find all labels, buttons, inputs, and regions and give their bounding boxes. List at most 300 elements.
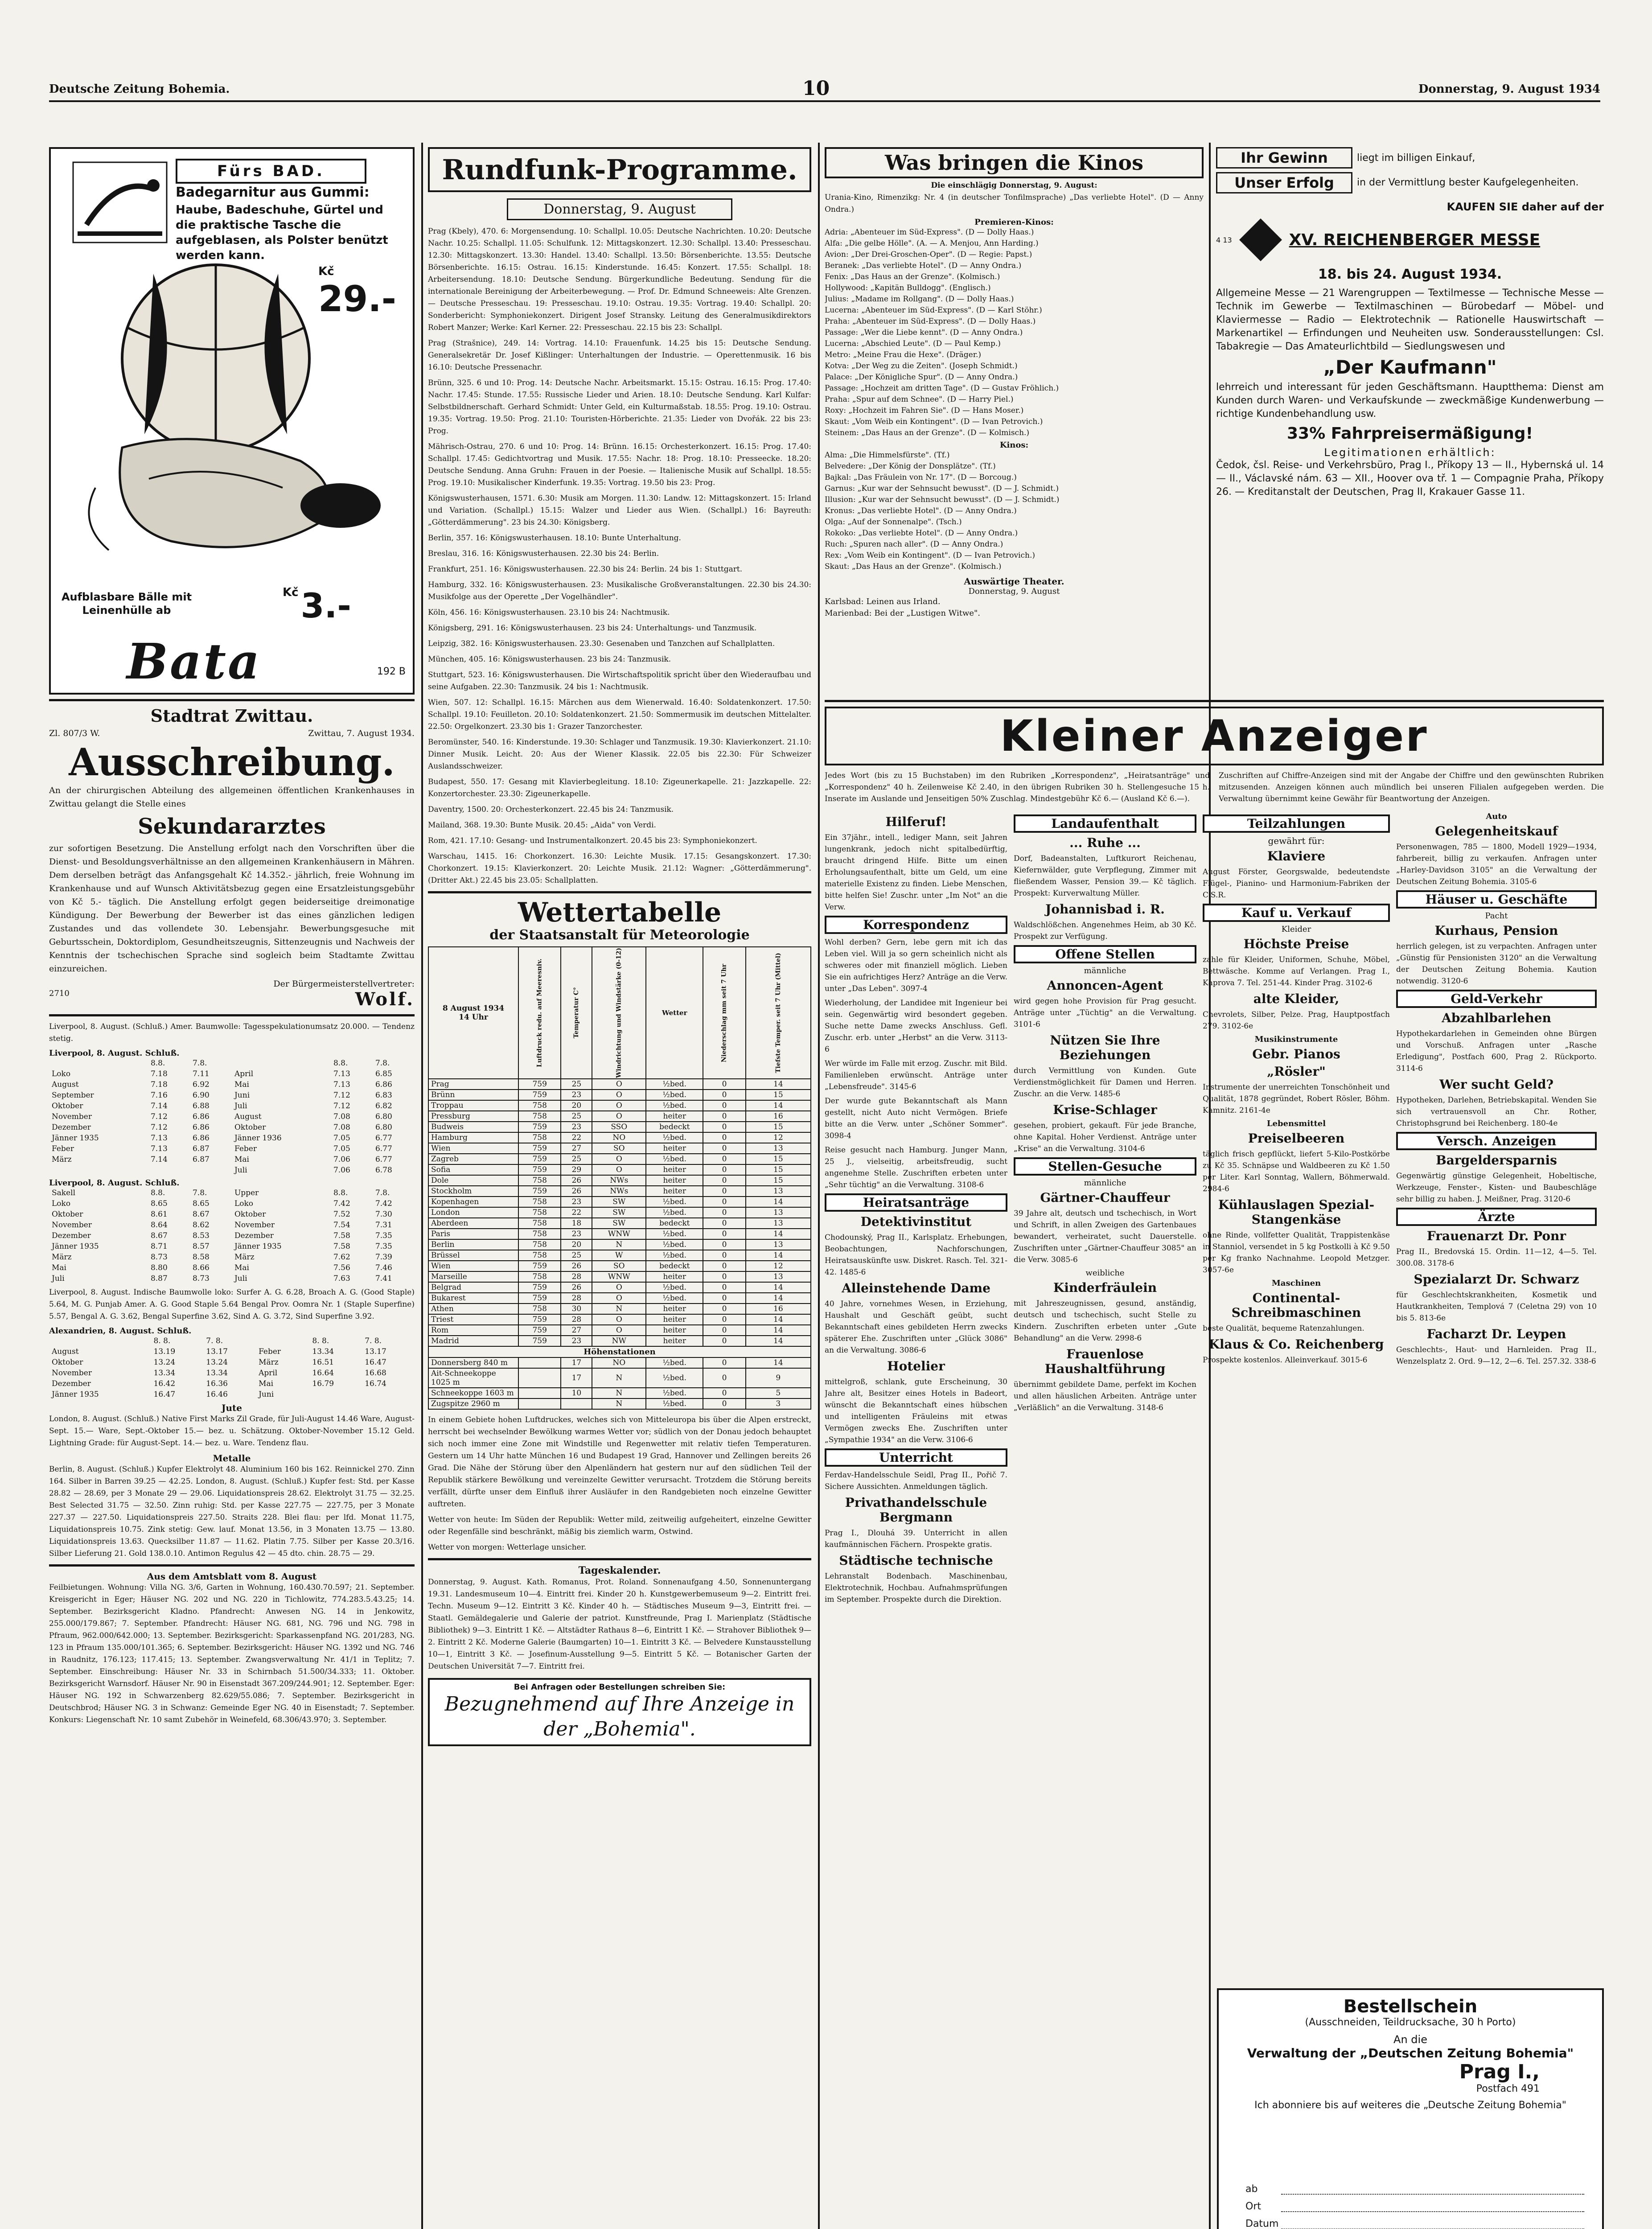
stadtrat-ref-line	[49, 728, 415, 738]
kinder-text: mit Jahreszeugnissen, gesund, anständig, deutsch und tschechisch, sucht Stelle zu Kindern. Zuschriften erbeten unter „Gute Behandlung" an die Verw. 2998-6	[1014, 1299, 1196, 1343]
weather-cell: 10	[561, 1388, 592, 1398]
weather-cell	[518, 1357, 561, 1368]
weather-cell: NWs	[592, 1186, 646, 1197]
kino-item: Ruch: „Spuren nach aller". (D — Anny Ondra.)	[825, 540, 1003, 549]
table-cell: 7.18	[150, 1080, 168, 1089]
hohen-heading: Höhenstationen	[428, 1346, 811, 1357]
price-currency-2: Kč	[283, 586, 299, 599]
weather-cell: heiter	[646, 1325, 703, 1336]
table-cell: 7.42	[375, 1199, 392, 1208]
weather-cell: O	[592, 1164, 646, 1175]
divider	[49, 1564, 415, 1567]
legit-body: Čedok, čsl. Reise- und Verkehrsbüro, Prag I., Příkopy 13 — II., Hybernská ul. 14 — II., Václavské nám. 63 — XII., Hoover ova tř. 1 — Compagnie Praha, Příkopy 26. — Kreditanstalt der Deutschen, Prag II, Krakauer Gasse 11.	[1216, 460, 1604, 498]
alte-text: Chevrolets, Silber, Pelze. Prag, Hauptpostfach 279. 3102-6e	[1203, 1010, 1390, 1031]
col-head: 8. 8.	[312, 1337, 329, 1345]
table-cell: März	[259, 1358, 279, 1367]
kino-title-box	[825, 147, 1204, 178]
weather-cell: 759	[518, 1282, 561, 1293]
weather-cell: 0	[703, 1388, 745, 1398]
stellen-rubric: Stellen-Gesuche	[1014, 1157, 1196, 1176]
divider	[49, 699, 415, 701]
table-row	[49, 1357, 415, 1368]
korr-list	[825, 937, 1007, 1191]
weather-cell: 20	[561, 1100, 592, 1111]
weather-cell: 0	[703, 1207, 745, 1218]
table-cell: 8.65	[150, 1199, 168, 1208]
table-row	[49, 1069, 415, 1079]
weather-cell: ½bed.	[646, 1079, 703, 1090]
musik-label: Musikinstrumente	[1254, 1035, 1338, 1044]
table-cell: 8.67	[192, 1210, 210, 1219]
weather-cell: Schneekoppe 1603 m	[428, 1388, 518, 1398]
weather-cell: 23	[561, 1229, 592, 1239]
verwaltung: Verwaltung der „Deutschen Zeitung Bohemia"	[1247, 2046, 1574, 2060]
weather-cell: 26	[561, 1175, 592, 1186]
facharzt-heading: Facharzt Dr. Leypen	[1426, 1327, 1566, 1341]
header-date: Donnerstag, 9. August 1934	[1418, 82, 1600, 96]
weather-cell: 14	[746, 1100, 811, 1111]
weather-cell: Wien	[428, 1261, 518, 1271]
korrespondenz-rubric: Korrespondenz	[825, 916, 1007, 934]
kleiner-rates	[825, 770, 1604, 807]
table-cell: 6.80	[375, 1123, 392, 1132]
weather-cell: Berlin	[428, 1239, 518, 1250]
table-cell: 8.67	[150, 1231, 168, 1240]
theater-heading: Auswärtige Theater.	[964, 576, 1064, 587]
table-cell: November	[52, 1369, 92, 1378]
field-ab-line[interactable]	[1281, 2184, 1584, 2195]
weather-cell: N	[592, 1398, 646, 1409]
liverpool-a: Liverpool, 8. August. (Schluß.) Amer. Baumwolle: Tagesspekulationumsatz 20.000. — Tendenz stetig.	[49, 1022, 415, 1043]
weather-cell: ½bed.	[646, 1100, 703, 1111]
pacht-label: Pacht	[1485, 911, 1508, 921]
kino-more-heading: Kinos:	[999, 440, 1029, 450]
weather-cell: 15	[746, 1122, 811, 1132]
table-row	[49, 1389, 415, 1400]
wagen-heading: Gelegenheitskauf	[1435, 824, 1558, 839]
weather-cell: 0	[703, 1293, 745, 1304]
stadtrat-intro: An der chirurgischen Abteilung des allgemeinen öffentlichen Krankenhauses in Zwittau gelangt die Stelle eines	[49, 785, 415, 809]
jute-report: London, 8. August. (Schluß.) Native First Marks Zil Grade, für Juli-August 14.46 Ware, August-Sept. 15.— Ware, Sept.-Oktober 15.— bez. u. Schätzung. Oktober-November 15.12 Geld. Lightning Grade: für August-Sept. 14.— bez. u. Ware. Tendenz flau.	[49, 1415, 415, 1448]
preisel-text: täglich frisch gepflückt, liefert 5-Kilo-Postkörbe zu Kč 35. Schnäpse und Waldbeeren zu Kč 1.50 per Liter. Karl Sonntag, Wallern, Böhmerwald. 2984-6	[1203, 1150, 1390, 1193]
weather-cell: London	[428, 1207, 518, 1218]
table-cell: 6.92	[192, 1080, 210, 1089]
field-ort-line[interactable]	[1281, 2201, 1584, 2212]
bargeld-text: Gegenwärtig günstige Gelegenheit, Hobeltische, Werkzeuge, Fenster-, Kisten- und Baubeschläge sehr billig zu haben. J. Meißner, Prag. 3120-6	[1396, 1172, 1597, 1204]
table-cell: 7.12	[150, 1123, 168, 1132]
korr-item: Wer würde im Falle mit erzog. Zuschr. mit Bild. Familienleben erwünscht. Anträge unter „Lebensfreude". 3145-6	[825, 1059, 1007, 1091]
col-head: 8. 8.	[153, 1337, 171, 1345]
table-cell: Mai	[234, 1155, 249, 1164]
table-cell: 7.54	[333, 1221, 350, 1230]
krise-heading: Krise-Schlager	[1053, 1102, 1157, 1117]
weather-cell: 759	[518, 1079, 561, 1090]
col-head: 8.8.	[150, 1189, 165, 1197]
table-row	[49, 1122, 415, 1133]
weather-cell: 13	[746, 1207, 811, 1218]
table-row	[49, 1154, 415, 1165]
weiblich-label: weibliche	[1085, 1268, 1125, 1278]
table-cell: 8.65	[192, 1199, 210, 1208]
weather-row	[428, 1090, 811, 1100]
column-2	[428, 147, 811, 2229]
market-reports	[49, 1021, 415, 1560]
form-fields	[1245, 2177, 1584, 2229]
korr-item: Wohl derben? Gern, lebe gern mit ich das Leben viel. Will ja so gern scheinlich nicht als schweres oder mit finanziell möglich. Lieben Sie ein aufrichtiges Herz? Anträge an die Verw. unter „Das Leben". 3097-4	[825, 938, 1007, 993]
table-cell: August	[234, 1112, 262, 1121]
kaufen-line: KAUFEN SIE daher auf der	[1447, 201, 1604, 213]
col-head: 7. 8.	[365, 1337, 382, 1345]
table-cell: 7.13	[150, 1134, 168, 1143]
wer-heading: Wer sucht Geld?	[1439, 1077, 1554, 1092]
weather-cell: 30	[561, 1304, 592, 1314]
theater-1: Karlsbad: Leinen aus Irland.	[825, 597, 941, 606]
weather-row	[428, 1218, 811, 1229]
table-cell: 7.42	[333, 1199, 350, 1208]
kino-item: Julius: „Madame im Rollgang". (D — Dolly Haas.)	[825, 295, 1014, 304]
weather-cell: 13	[746, 1186, 811, 1197]
table-row	[49, 1198, 415, 1209]
annoncen-heading: Annoncen-Agent	[1047, 978, 1163, 993]
table-cell: 7.11	[192, 1069, 210, 1078]
table-row	[49, 1368, 415, 1378]
kino-item: Kotva: „Der Weg zu die Zeiten". (Joseph Schmidt.)	[825, 362, 1018, 370]
table-cell: 7.46	[375, 1263, 392, 1272]
erfolg-box: Unser Erfolg	[1216, 172, 1352, 193]
bestell-postfach: Postfach 491	[1476, 2083, 1540, 2094]
table-cell: 13.24	[153, 1358, 176, 1367]
table-cell: 6.77	[375, 1155, 392, 1164]
weather-cell: 758	[518, 1175, 561, 1186]
weather-row	[428, 1388, 811, 1398]
weather-cell: 23	[561, 1122, 592, 1132]
weather-cell: ½bed.	[646, 1229, 703, 1239]
weather-cell: Bukarest	[428, 1293, 518, 1304]
kino-item: Steinem: „Das Haus an der Grenze". (D — Kolmisch.)	[825, 428, 1030, 437]
table-cell	[148, 1165, 190, 1176]
kino-item: Roxy: „Hochzeit im Fahren Sie". (D — Hans Moser.)	[825, 406, 1024, 415]
maennlich-label: männliche	[1084, 966, 1126, 975]
table-cell: 8.73	[150, 1253, 168, 1262]
weather-cell: 0	[703, 1122, 745, 1132]
table-cell: 6.77	[375, 1134, 392, 1143]
header-rule	[49, 100, 1600, 102]
bezug-small: Bei Anfragen oder Bestellungen schreiben Sie:	[514, 1682, 726, 1692]
masch-label: Maschinen	[1271, 1279, 1321, 1288]
table-cell: 7.05	[333, 1134, 350, 1143]
aerzte-rubric: Ärzte	[1396, 1208, 1597, 1226]
weather-col-head: Wetter	[646, 947, 703, 1079]
kuehl-text: ohne Rinde, vollfetter Qualität, Trappistenkäse in Stanniol, versendet in 5 kg Postkolli à Kč 9.50 per Kg franko Nachnahme. Leopold Metzger. 3057-6e	[1203, 1231, 1390, 1275]
table-cell: 8.80	[150, 1263, 168, 1272]
kino-title: Was bringen die Kinos	[885, 151, 1143, 175]
ruhe-text: Dorf, Badeanstalten, Luftkurort Reichenau, Kiefernwälder, gute Verpflegung, Zimmer mit fließendem Wasser, Pension 39.— Kč täglich. Prospekt: Kurverwaltung Müller.	[1014, 854, 1196, 898]
hotelier-heading: Hotelier	[887, 1359, 945, 1374]
weather-cell: 16	[746, 1304, 811, 1314]
weather-row	[428, 1154, 811, 1164]
nuetzen-heading: Nützen Sie Ihre Beziehungen	[1050, 1033, 1160, 1062]
weather-cell: ½bed.	[646, 1357, 703, 1368]
kino-item: Praha: „Abenteuer im Süd-Express". (D — Dolly Haas.)	[825, 317, 1036, 326]
table-cell: 16.51	[312, 1358, 334, 1367]
weather-cell: 17	[561, 1357, 592, 1368]
weather-cell: 16	[746, 1111, 811, 1122]
table-cell: 6.86	[192, 1112, 210, 1121]
table-cell	[49, 1165, 148, 1176]
bata-banner: Fürs BAD.	[176, 159, 366, 184]
weather-cell: 25	[561, 1079, 592, 1090]
weather-cell: Aberdeen	[428, 1218, 518, 1229]
weather-cell: 14	[746, 1336, 811, 1346]
table-cell: Dezember	[52, 1123, 91, 1132]
table-cell: Feber	[52, 1144, 74, 1153]
bargeld-heading: Bargeldersparnis	[1436, 1153, 1557, 1168]
amtsblatt-heading: Aus dem Amtsblatt vom 8. August	[147, 1571, 317, 1582]
weather-cell: 759	[518, 1164, 561, 1175]
weather-cell: 0	[703, 1229, 745, 1239]
table-cell: 6.90	[192, 1091, 210, 1100]
table-cell: 7.35	[375, 1231, 392, 1240]
weather-cell: 22	[561, 1132, 592, 1143]
kino-item: Skaut: „Das Haus an der Grenze". (Kolmisch.)	[825, 562, 1002, 571]
stadtrat-post: Sekundararztes	[138, 814, 326, 839]
rundfunk-program: Mährisch-Ostrau, 270. 6 und 10: Prog. 14: Brünn. 16.15: Orchesterkonzert. 16.15: Prog. 17.40: Schallpl. 17.45: Gedichtvortrag und Musik. 17.55: Nachr. 18: Prog. 18.10: Presseecke. 18.20: Deutsche Sendung. Anna Gruhn: Frauen in der Poesie. — Italienische Musik auf Schallpl. 18.55: Prog. 19.10: Musikalischer Kinderfunk. 19.35: Vortrag. 19.50 bis 23: Prog.	[428, 442, 811, 487]
rundfunk-program: Mailand, 368. 19.30: Bunte Musik. 20.45: „Aida" von Verdi.	[428, 821, 656, 830]
weather-cell: heiter	[646, 1336, 703, 1346]
wer-text: Hypotheken, Darlehen, Betriebskapital. Wenden Sie sich vertrauensvoll an Chr. Rother, Christophsgrund bei Reichenberg. 180-4e	[1396, 1096, 1597, 1128]
kleiner-col-b	[1014, 812, 1196, 1608]
unterricht-rubric: Unterricht	[825, 1448, 1007, 1467]
table-cell: 7.12	[333, 1091, 350, 1100]
detektiv-text: Chodounský, Prag II., Karlsplatz. Erhebungen, Beobachtungen, Nachforschungen, Heiratsauskünfte usw. Diskret. Rasch. Tel. 321-42. 1485-6	[825, 1233, 1007, 1277]
weather-cell: 14	[746, 1293, 811, 1304]
table-cell: 6.88	[192, 1102, 210, 1110]
weather-cell: SO	[592, 1261, 646, 1271]
weather-cell: 14	[746, 1325, 811, 1336]
table-cell: 6.78	[375, 1166, 392, 1175]
table-cell: 13.34	[312, 1347, 334, 1356]
kino-item: Beranek: „Das verliebte Hotel". (D — Anny Ondra.)	[825, 261, 1022, 270]
johannisbad-text: Waldschlößchen. Angenehmes Heim, ab 30 Kč. Prospekt zur Verfügung.	[1014, 921, 1196, 941]
legit-heading: Legitimationen erhältlich:	[1324, 446, 1496, 459]
kino-item: Garnus: „Kur war der Sehnsucht bewusst". (D — J. Schmidt.)	[825, 484, 1059, 493]
table-cell: Juli	[52, 1274, 65, 1283]
wetter-forecast-1: Wetter von heute: Im Süden der Republik: Wetter mild, zeitweilig aufgeheitert, einzelne Gewitter oder Regenfälle sind beschränkt, mäßig bis ziemlich warm, Ostwind.	[428, 1515, 811, 1536]
kino-item: Alma: „Die Himmelsfürste". (Tf.)	[825, 451, 950, 460]
kuehl-heading: Kühlauslagen Spezial-Stangenkäse	[1218, 1197, 1375, 1227]
table-cell: 7.13	[150, 1144, 168, 1153]
messe-number: 4 13	[1216, 235, 1232, 244]
weather-cell: 28	[561, 1293, 592, 1304]
rundfunk-program: Leipzig, 382. 16: Königswusterhausen. 23.30: Gesenaben und Tanzchen auf Schallplatten.	[428, 639, 775, 648]
staedt-text: Lehranstalt Bodenbach. Maschinenbau, Elektrotechnik, Hochbau. Aufnahmsprüfungen im September. Prospekte durch die Direktion.	[825, 1572, 1007, 1604]
weather-cell: Rom	[428, 1325, 518, 1336]
table-cell	[362, 1389, 415, 1400]
teil-sub: gewährt für:	[1268, 835, 1325, 846]
weather-cell: 15	[746, 1175, 811, 1186]
table-cell: 13.34	[206, 1369, 228, 1378]
cotton-table-1	[49, 1058, 415, 1176]
rundfunk-program: München, 405. 16: Königswusterhausen. 23 bis 24: Tanzmusik.	[428, 655, 671, 664]
weather-cell: N	[592, 1304, 646, 1314]
versch-rubric: Versch. Anzeigen	[1396, 1132, 1597, 1150]
weather-cell: Brünn	[428, 1090, 518, 1100]
weather-cell	[518, 1388, 561, 1398]
weather-cell: ½bed.	[646, 1282, 703, 1293]
col-head	[232, 1058, 331, 1069]
table-cell: 7.63	[333, 1274, 350, 1283]
weather-cell: 14	[746, 1282, 811, 1293]
erfolg-text: in der Vermittlung bester Kaufgelegenheiten.	[1357, 177, 1579, 188]
rundfunk-title: Rundfunk-Programme.	[442, 153, 797, 186]
table-cell: Jänner 1935	[234, 1242, 282, 1251]
weather-row	[428, 1164, 811, 1175]
kino-item: Illusion: „Kur war der Sehnsucht bewusst". (D — J. Schmidt.)	[825, 495, 1060, 504]
weather-row	[428, 1357, 811, 1368]
ausschreibung-title: Ausschreibung.	[69, 740, 395, 784]
weather-row	[428, 1325, 811, 1336]
spezial-text: für Geschlechtskrankheiten, Kosmetik und Hautkrankheiten, Templová 7 (Celetna 29) von 10 bis 5. 813-6e	[1396, 1291, 1597, 1323]
kino-item: Avion: „Der Drei-Groschen-Oper". (D — Regie: Papst.)	[825, 250, 1032, 259]
alex-heading: Alexandrien, 8. August. Schluß.	[49, 1326, 192, 1336]
gaertner-heading: Gärtner-Chauffeur	[1040, 1190, 1170, 1205]
stadtrat-notice	[49, 706, 415, 1010]
rundfunk-date: Donnerstag, 9. August	[507, 198, 732, 220]
messe-name: XV. REICHENBERGER MESSE	[1289, 230, 1541, 249]
table-cell: 6.85	[375, 1069, 392, 1078]
weather-cell: 13	[746, 1218, 811, 1229]
kauf-rubric: Kauf u. Verkauf	[1203, 904, 1390, 922]
weather-cell: 758	[518, 1229, 561, 1239]
rundfunk-program: Budapest, 550. 17: Gesang mit Klavierbegleitung. 18.10: Zigeunerkapelle. 21: Jazzkapelle. 22: Konzertorchester. 23.30: Zigeunerkapelle.	[428, 777, 811, 798]
rundfunk-program: Warschau, 1415. 16: Chorkonzert. 16.30: Leichte Musik. 17.15: Gesangskonzert. 17.30: Chorkonzert. 19.15: Klavierkonzert. 20: Leichte Musik. 21.12: Wagner: „Götterdämmerung". (Dritter Akt.) 22.45 bis 23.05: Schallplatten.	[428, 852, 811, 885]
weather-row	[428, 1197, 811, 1207]
table-row	[49, 1346, 415, 1357]
table-cell: August	[52, 1080, 79, 1089]
weather-cell: 0	[703, 1336, 745, 1346]
table-cell: November	[52, 1112, 92, 1121]
stadtrat-signature: Wolf.	[355, 989, 415, 1010]
weather-cell: NWs	[592, 1175, 646, 1186]
weather-cell: 25	[561, 1111, 592, 1122]
weather-cell: ½bed.	[646, 1090, 703, 1100]
table-cell: 7.18	[150, 1069, 168, 1078]
kino-item: Hollywood: „Kapitän Bulldogg". (Englisch.)	[825, 284, 991, 292]
weather-row	[428, 1175, 811, 1186]
privat-heading: Privathandelsschule Bergmann	[845, 1495, 987, 1525]
table-cell: Juli	[234, 1102, 247, 1110]
table-cell: 8.66	[192, 1263, 210, 1272]
kino-item: Metro: „Meine Frau die Hexe". (Dräger.)	[825, 350, 982, 359]
kino-item: Lucerna: „Abenteuer im Süd-Express". (D — Karl Stöhr.)	[825, 306, 1042, 315]
landaufenthalt-rubric: Landaufenthalt	[1014, 814, 1196, 833]
rundfunk-program: Hamburg, 332. 16: Königswusterhausen. 23: Musikalische Großveranstaltungen. 22.30 bis 24.30: Musikfolge aus der Operette „Der Vogelhändler".	[428, 580, 811, 601]
frauenlos-text: übernimmt gebildete Dame, perfekt im Kochen und allen häuslichen Arbeiten. Anträge unter „Verläßlich" an die Verwaltung. 3148-6	[1014, 1380, 1196, 1412]
table-cell: 8.71	[150, 1242, 168, 1251]
weather-cell: O	[592, 1111, 646, 1122]
table-cell: 7.08	[333, 1123, 350, 1132]
liverpool-b-heading: Liverpool, 8. August. Schluß.	[49, 1049, 180, 1058]
table-cell: August	[52, 1347, 79, 1356]
wetter-forecast-2: Wetter von morgen: Wetterlage unsicher.	[428, 1543, 587, 1552]
kino-item: Lucerna: „Abschied Leute". (D — Paul Kemp.)	[825, 339, 1001, 348]
table-cell: November	[52, 1221, 92, 1230]
cotton-table-2	[49, 1188, 415, 1284]
table-cell: 13.34	[153, 1369, 176, 1378]
weather-cell: 0	[703, 1143, 745, 1154]
weather-cell: heiter	[646, 1111, 703, 1122]
table-cell: 8.62	[192, 1221, 210, 1230]
table-cell: September	[52, 1091, 94, 1100]
rundfunk-program: Prag (Kbely), 470. 6: Morgensendung. 10: Schallpl. 10.05: Deutsche Nachrichten. 10.20: Deutsche Nachr. 10.25: Schallpl. 11.05: Schulfunk. 12: Mittagskonzert. 12.30: Schallpl. 13.40: Presseschau. 12.30: Mittagskonzert. 13.30: Handel. 13.40: Schallpl. 13.50: Börsenberichte. 13.55: Deutsche Börsenberichte. 16.15: Ostrau. 16.15: Kinderstunde. 16.45: Konzert. 17.55: Schallpl. 18: Arbeitersendung. 18.10: Deutsche Sendung. Bürgerkundliche Bedeutung. Sendung für die internationale Bereinigung der Arbeiterbewegung. — Prof. Dr. Edmund Schneeweis: Alte Grenzen. — Deutsche Presseschau. 19: Presseschau. 19.10: Ostrau. 19.35: Vortrag. 19.40: Schallpl. 20: Sonderbericht: Symphoniekonzert. Dirigent Josef Stransky. Leitung des Generalmusikdirektors Robert Manzer; Werke: Karl Kerner. 22: Presseschau. 22.15 bis 23: Schallpl.	[428, 227, 811, 332]
weather-cell: 26	[561, 1261, 592, 1271]
weather-cell: 0	[703, 1368, 745, 1388]
weather-cell: 759	[518, 1314, 561, 1325]
divider	[49, 1014, 415, 1016]
gewinn-text: liegt im billigen Einkauf,	[1357, 152, 1475, 164]
weather-cell: 5	[746, 1388, 811, 1398]
gebr-name: „Rösler"	[1267, 1064, 1326, 1079]
header-page-number: 10	[802, 77, 830, 100]
weather-cell: bedeckt	[646, 1261, 703, 1271]
kino-intro: Urania-Kino, Rimenzikg: Nr. 4 (in deutscher Tonfilmsprache) „Das verliebte Hotel". (D — Anny Ondra.)	[825, 193, 1204, 214]
field-datum-line[interactable]	[1281, 2218, 1584, 2229]
col-head: 7.8.	[192, 1189, 207, 1197]
kleiner-rates-1: Jedes Wort (bis zu 15 Buchstaben) im den Rubriken „Korrespondenz", „Heiratsanträge" und „Korrespondenz" 40 h. Zeilenweise Kč 2.40, in den übrigen Rubriken 30 h. Stellengesuche 15 h. Inserate im Auslande und Jenseitigen 50% Zuschlag. Mindestgebühr Kč 6.— (Ausland Kč 6.—).	[825, 771, 1210, 803]
weather-cell: 0	[703, 1282, 745, 1293]
spezial-heading: Spezialarzt Dr. Schwarz	[1414, 1272, 1579, 1287]
weather-cell: 14	[746, 1197, 811, 1207]
weather-cell: 0	[703, 1304, 745, 1314]
weather-cell: ½bed.	[646, 1293, 703, 1304]
table-row	[49, 1252, 415, 1263]
weather-row	[428, 1111, 811, 1122]
diver-figure	[69, 158, 171, 247]
table-row	[49, 1165, 415, 1176]
frauenlos-heading: Frauenlose Haushaltführung	[1044, 1347, 1166, 1376]
weather-cell: 13	[746, 1239, 811, 1250]
table-cell: 7.12	[333, 1102, 350, 1110]
diamond-icon	[1238, 218, 1283, 262]
col-head: 8.8.	[150, 1059, 165, 1068]
table-cell: 8.53	[192, 1231, 210, 1240]
weather-cell: 18	[561, 1218, 592, 1229]
bata-description: Haube, Badeschuhe, Gürtel und die praktische Tasche die aufgeblasen, als Polster benützt werden kann.	[176, 203, 388, 262]
kino-item: Adria: „Abenteuer im Süd-Express". (D — Dolly Haas.)	[825, 228, 1034, 237]
kino-item: Alfa: „Die gelbe Hölle". (A. — A. Menjou, Ann Harding.)	[825, 239, 1039, 248]
weather-cell	[518, 1368, 561, 1388]
amtsblatt-body: Feilbietungen. Wohnung: Villa NG. 3/6, Garten in Wohnung, 160.430.70.597; 21. September. Kreisgericht in Eger; Häuser NG. 202 und NG. 220 in Tichlowitz, 774.283.5.43.25; 14. September. Bezirksgericht Kladno. Pfandrecht: Anwesen NG. 14 in Jenkowitz, 255.000/179.867; 7. September. Pfandrecht: Häuser NG. 681, NG. 796 und NG. 798 in Pfraum, 962.000/642.000; 13. September. Bezirksgericht: Sparkassenpfand NG. 201/283, NG. 123 in Pfraum 135.000/101.365; 6. September. Bezirksgericht: Häuser NG. 1392 und NG. 746 in Raudnitz, 176.123; 117.415; 13. September. Zwangsverwaltung Nr. 41/1 in Teplitz; 7. September. Einschreibung: Häuser Nr. 33 in Schirnbach 51.500/34.333; 11. Oktober. Bezirksgericht Warnsdorf. Häuser Nr. 90 in Eisenstadt 367.209/244.901; 12. September. Eger: Häuser NG. 192 in Schwarzenberg 82.629/55.086; 7. September. Bezirksgericht in Deutschbrod; Häuser NG. 3 in Schwanz: Gemeinde Eger NG. 40 in Eisenstadt; 7. September. Konkurs: Liegenschaft Nr. 10 samt Zubehör in Weinefeld, 68.306/43.970; 3. September.	[49, 1583, 415, 1724]
weather-cell: 758	[518, 1271, 561, 1282]
weather-cell: 20	[561, 1239, 592, 1250]
price-value-1: 29.-	[318, 278, 396, 320]
gewinn-row	[1216, 147, 1604, 169]
col-head: 8.8.	[333, 1189, 348, 1197]
bestell-abonniere: Ich abonniere bis auf weiteres die „Deutsche Zeitung Bohemia"	[1254, 2100, 1566, 2111]
weather-date-head	[428, 947, 518, 1079]
column-rule-1	[421, 143, 423, 2229]
table-row	[49, 1220, 415, 1230]
table-cell: November	[234, 1221, 275, 1230]
weather-col-head: Luftdruck redu. auf Meeresniv.	[518, 947, 561, 1079]
field-ab	[1245, 2184, 1584, 2195]
weather-cell: ½bed.	[646, 1197, 703, 1207]
kino-item: Olga: „Auf der Sonnenalpe". (Tsch.)	[825, 518, 962, 526]
weather-cell: Belgrad	[428, 1282, 518, 1293]
korr-item: Reise gesucht nach Hamburg. Junger Mann, 25 J., vielseitig, arbeitsfreudig, sucht angenehme Stelle. Zuschriften erbeten unter „Sehr tüchtig" an die Verwaltung. 3108-6	[825, 1146, 1007, 1189]
weather-cell: 759	[518, 1090, 561, 1100]
abzahl-text: Hypothekardarlehen in Gemeinden ohne Bürgen und Vorschuß. Anfragen unter „Rasche Erledigung", Postfach 600, Prag 2. Rückporto. 3114-6	[1396, 1029, 1597, 1073]
